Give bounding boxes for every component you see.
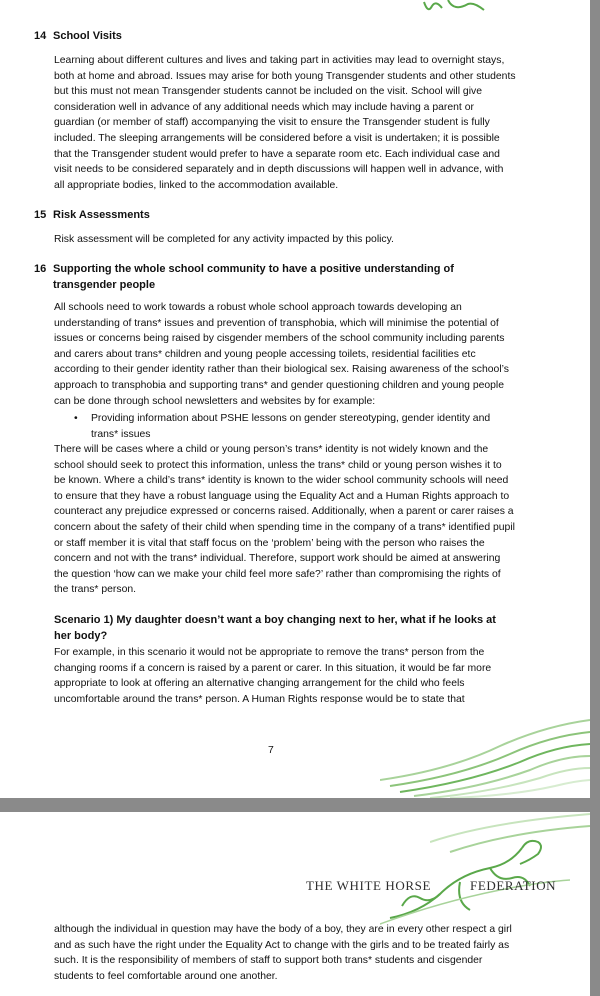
logo-text-left: THE WHITE HORSE — [306, 878, 432, 893]
section-15-heading — [34, 208, 150, 224]
logo-text-right: FEDERATION — [470, 878, 557, 893]
section-16-bullet: Providing information about PSHE lessons on gender stereotyping, gender identity and trans* issues — [91, 413, 491, 440]
bullet-marker: • — [74, 413, 78, 424]
page-8-body: although the individual in question may have the body of a boy, they are in every other respect a girl and as such have the right under the Equality Act to change with the girls and to be treated fairly as such. It is the responsibility of members of staff to support both trans* students and cisgender students to feel comfortable around one another. — [54, 924, 512, 982]
top-horse-fragment-icon — [418, 0, 490, 18]
section-14-heading — [34, 29, 122, 45]
section-number: 16 — [34, 263, 47, 275]
green-wave-decoration-icon — [380, 710, 590, 798]
scenario-1-body: For example, in this scenario it would not be appropriate to remove the trans* person from the changing rooms if a concern is raised by a parent or carer. In this situation, it would be far more appropriate to look at offering an alternative changing arrangement for the child who feels uncomfortable around the trans* person. A Human Rights response would be to state that — [54, 647, 492, 705]
scenario-1-heading: Scenario 1) My daughter doesn’t want a boy changing next to her, what if he looks at her body? — [54, 614, 496, 642]
section-16-heading — [34, 262, 493, 293]
section-title: Risk Assessments — [53, 209, 150, 221]
section-number: 15 — [34, 209, 47, 221]
section-number: 14 — [34, 30, 47, 42]
page-number: 7 — [268, 745, 274, 756]
section-15-body: Risk assessment will be completed for any activity impacted by this policy. — [54, 234, 394, 245]
document-page-8 — [0, 812, 590, 996]
section-16-body-continued: There will be cases where a child or young person’s trans* identity is not widely known and the school should seek to protect this information, unless the trans* child or young person wishes it to be known. Where a child’s trans* identity is known to the wider school community schools will need to ensure that they have a robust language using the Equality Act and a Human Rights approach to counteract any prejudice expressed or concerns raised. Additionally, when a parent or carer raises a concern about the safety of their child when spending time in the company of a trans* identified pupil or staff member it is vital that staff focus on the ‘problem’ being with the person who raises the concern and not with the trans* individual. Therefore, support work should be aimed at answering the question ‘how can we make your child feel more safe?’ rather than compromising the rights of the trans* person. — [54, 444, 515, 596]
section-16-body: All schools need to work towards a robust whole school approach towards developing an understanding of trans* issues and prevention of transphobia, which will minimise the potential of issues or concerns being raised by cisgender members of the school community including parents and carers about trans* children and young people accessing toilets, residential facilities etc according to their gender identity rather than their biological sex. Raising awareness of the school’s approach to transphobia and supporting trans* and gender questioning children and young people can be done through school newsletters and websites by for example: — [54, 302, 509, 407]
section-14-body: Learning about different cultures and lives and taking part in activities may lead to overnight stays, both at home and abroad. Issues may arise for both young Transgender students and other students but this must not mean Transgender students cannot be included on the visit. School will give consideration well in advance of any additional needs which may include having a parent or guardian (or member of staff) accompanying the visit to ensure the Transgender student is fully included. The sleeping arrangements will be considered before a visit is undertaken; it is possible that the Transgender student would prefer to have a separate room etc. Each individual case and visit needs to be considered separately and in depth discussions will happen well in advance, with all appropriate bodies, linked to the accommodation available. — [54, 55, 516, 191]
section-title: School Visits — [53, 30, 122, 42]
section-title: Supporting the whole school community to have a positive understanding of transgender people — [53, 263, 454, 291]
